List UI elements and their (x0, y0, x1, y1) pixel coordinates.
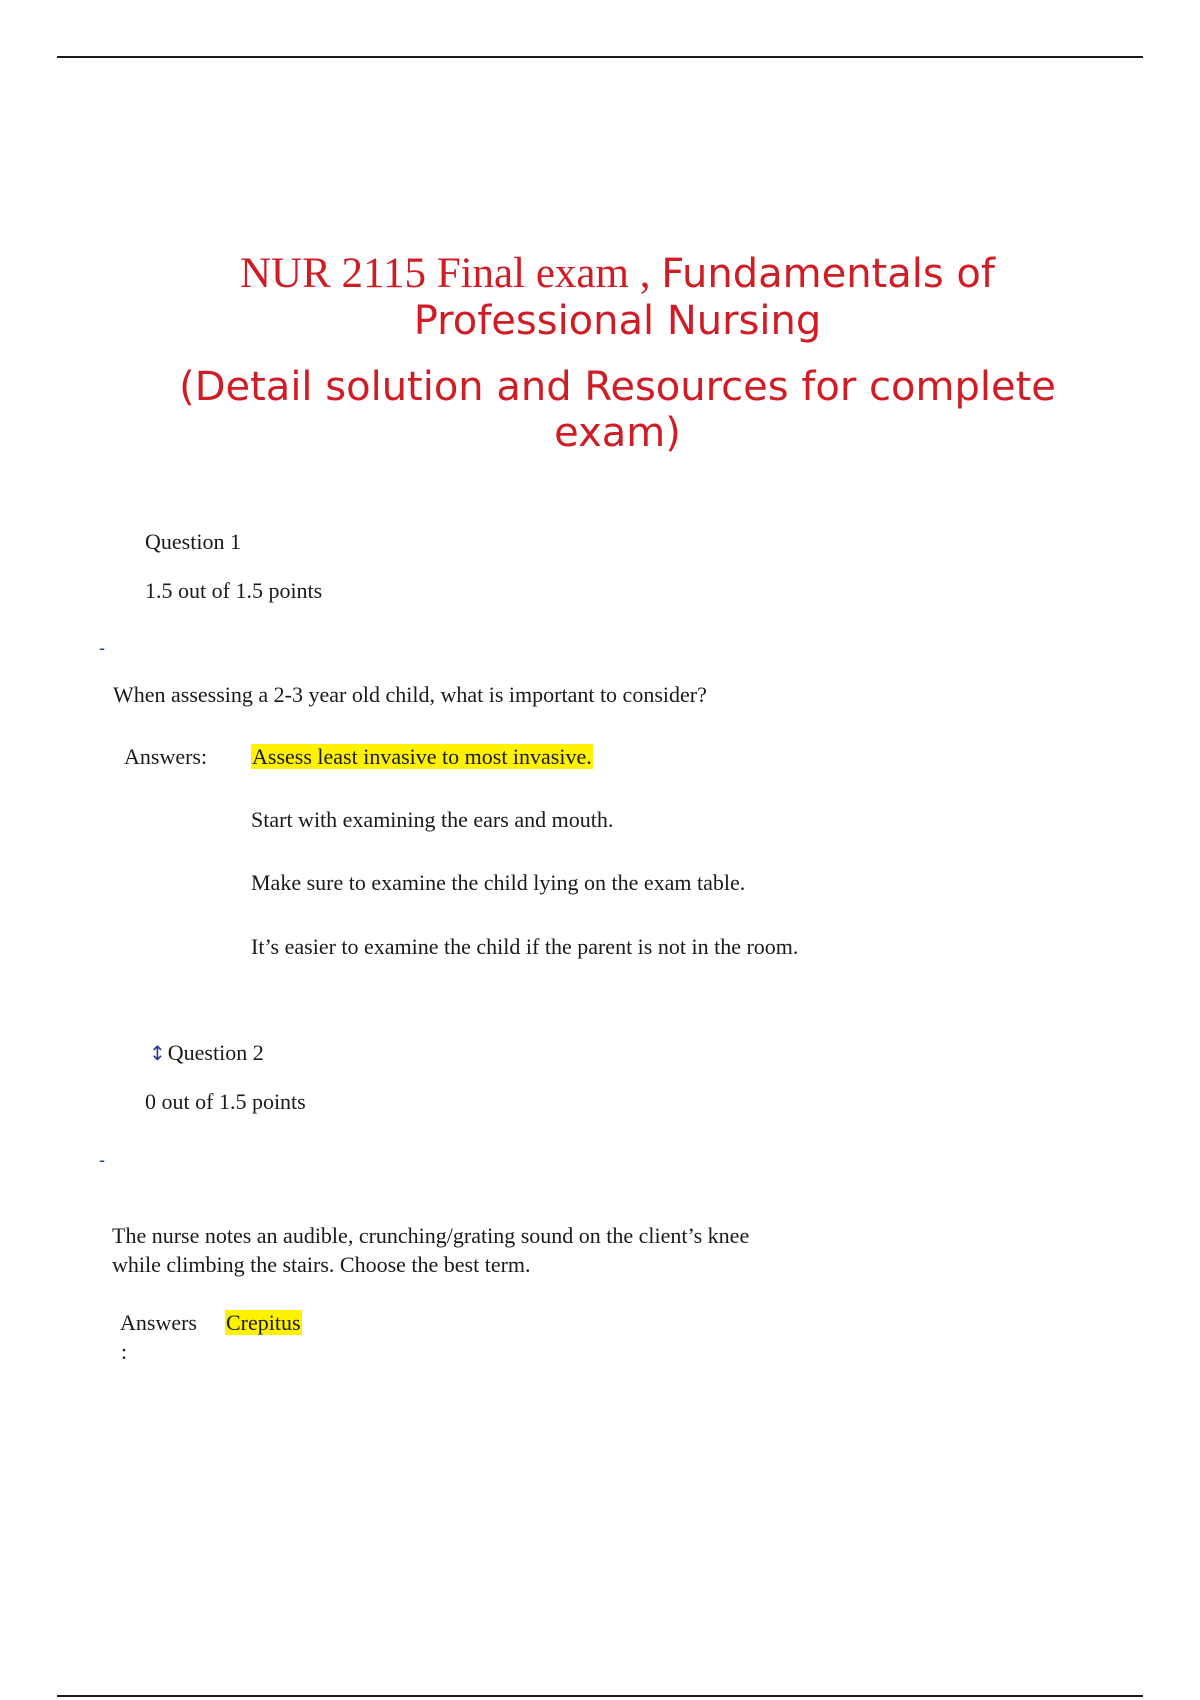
title-course: NUR 2115 Final exam , (240, 250, 651, 297)
question-1-score: 1.5 out of 1.5 points (145, 578, 323, 603)
question-1-marker: - (99, 638, 105, 658)
sort-arrows-icon: ↕ (149, 1041, 166, 1065)
title-line-1 (150, 250, 1085, 298)
question-2-answer-correct (225, 1310, 302, 1336)
question-2-score: 0 out of 1.5 points (145, 1089, 306, 1114)
top-rule (57, 56, 1143, 58)
question-2-prompt: The nurse notes an audible, crunching/grating sound on the client’s knee while climbing the stairs. Choose the best term. (112, 1223, 750, 1277)
document-title (150, 250, 1085, 456)
question-1-answer-4: It’s easier to examine the child if the parent is not in the room. (251, 934, 799, 959)
question-2-label: Question 2 (167, 1040, 264, 1065)
question-1-label: Question 1 (145, 529, 241, 554)
title-fundamentals: Fundamentals of (661, 251, 995, 297)
question-1-answers-label: Answers: (124, 744, 208, 769)
question-2-answers-colon: : (121, 1339, 128, 1364)
question-2-marker: - (99, 1150, 105, 1170)
answer-highlight: Crepitus (226, 1310, 301, 1335)
question-1-answer-2: Start with examining the ears and mouth. (251, 807, 614, 832)
bottom-rule (57, 1695, 1143, 1697)
answer-highlight: Assess least invasive to most invasive. (252, 744, 592, 769)
title-line-2: Professional Nursing (413, 298, 822, 344)
document-subtitle: (Detail solution and Resources for complete exam) (179, 364, 1056, 456)
question-1-prompt: When assessing a 2-3 year old child, what is important to consider? (113, 682, 707, 707)
question-1-answer-correct (251, 744, 593, 770)
question-2-header (149, 1040, 264, 1066)
question-2-answers-label: Answers (120, 1310, 197, 1335)
question-1-answer-3: Make sure to examine the child lying on the exam table. (251, 870, 746, 895)
